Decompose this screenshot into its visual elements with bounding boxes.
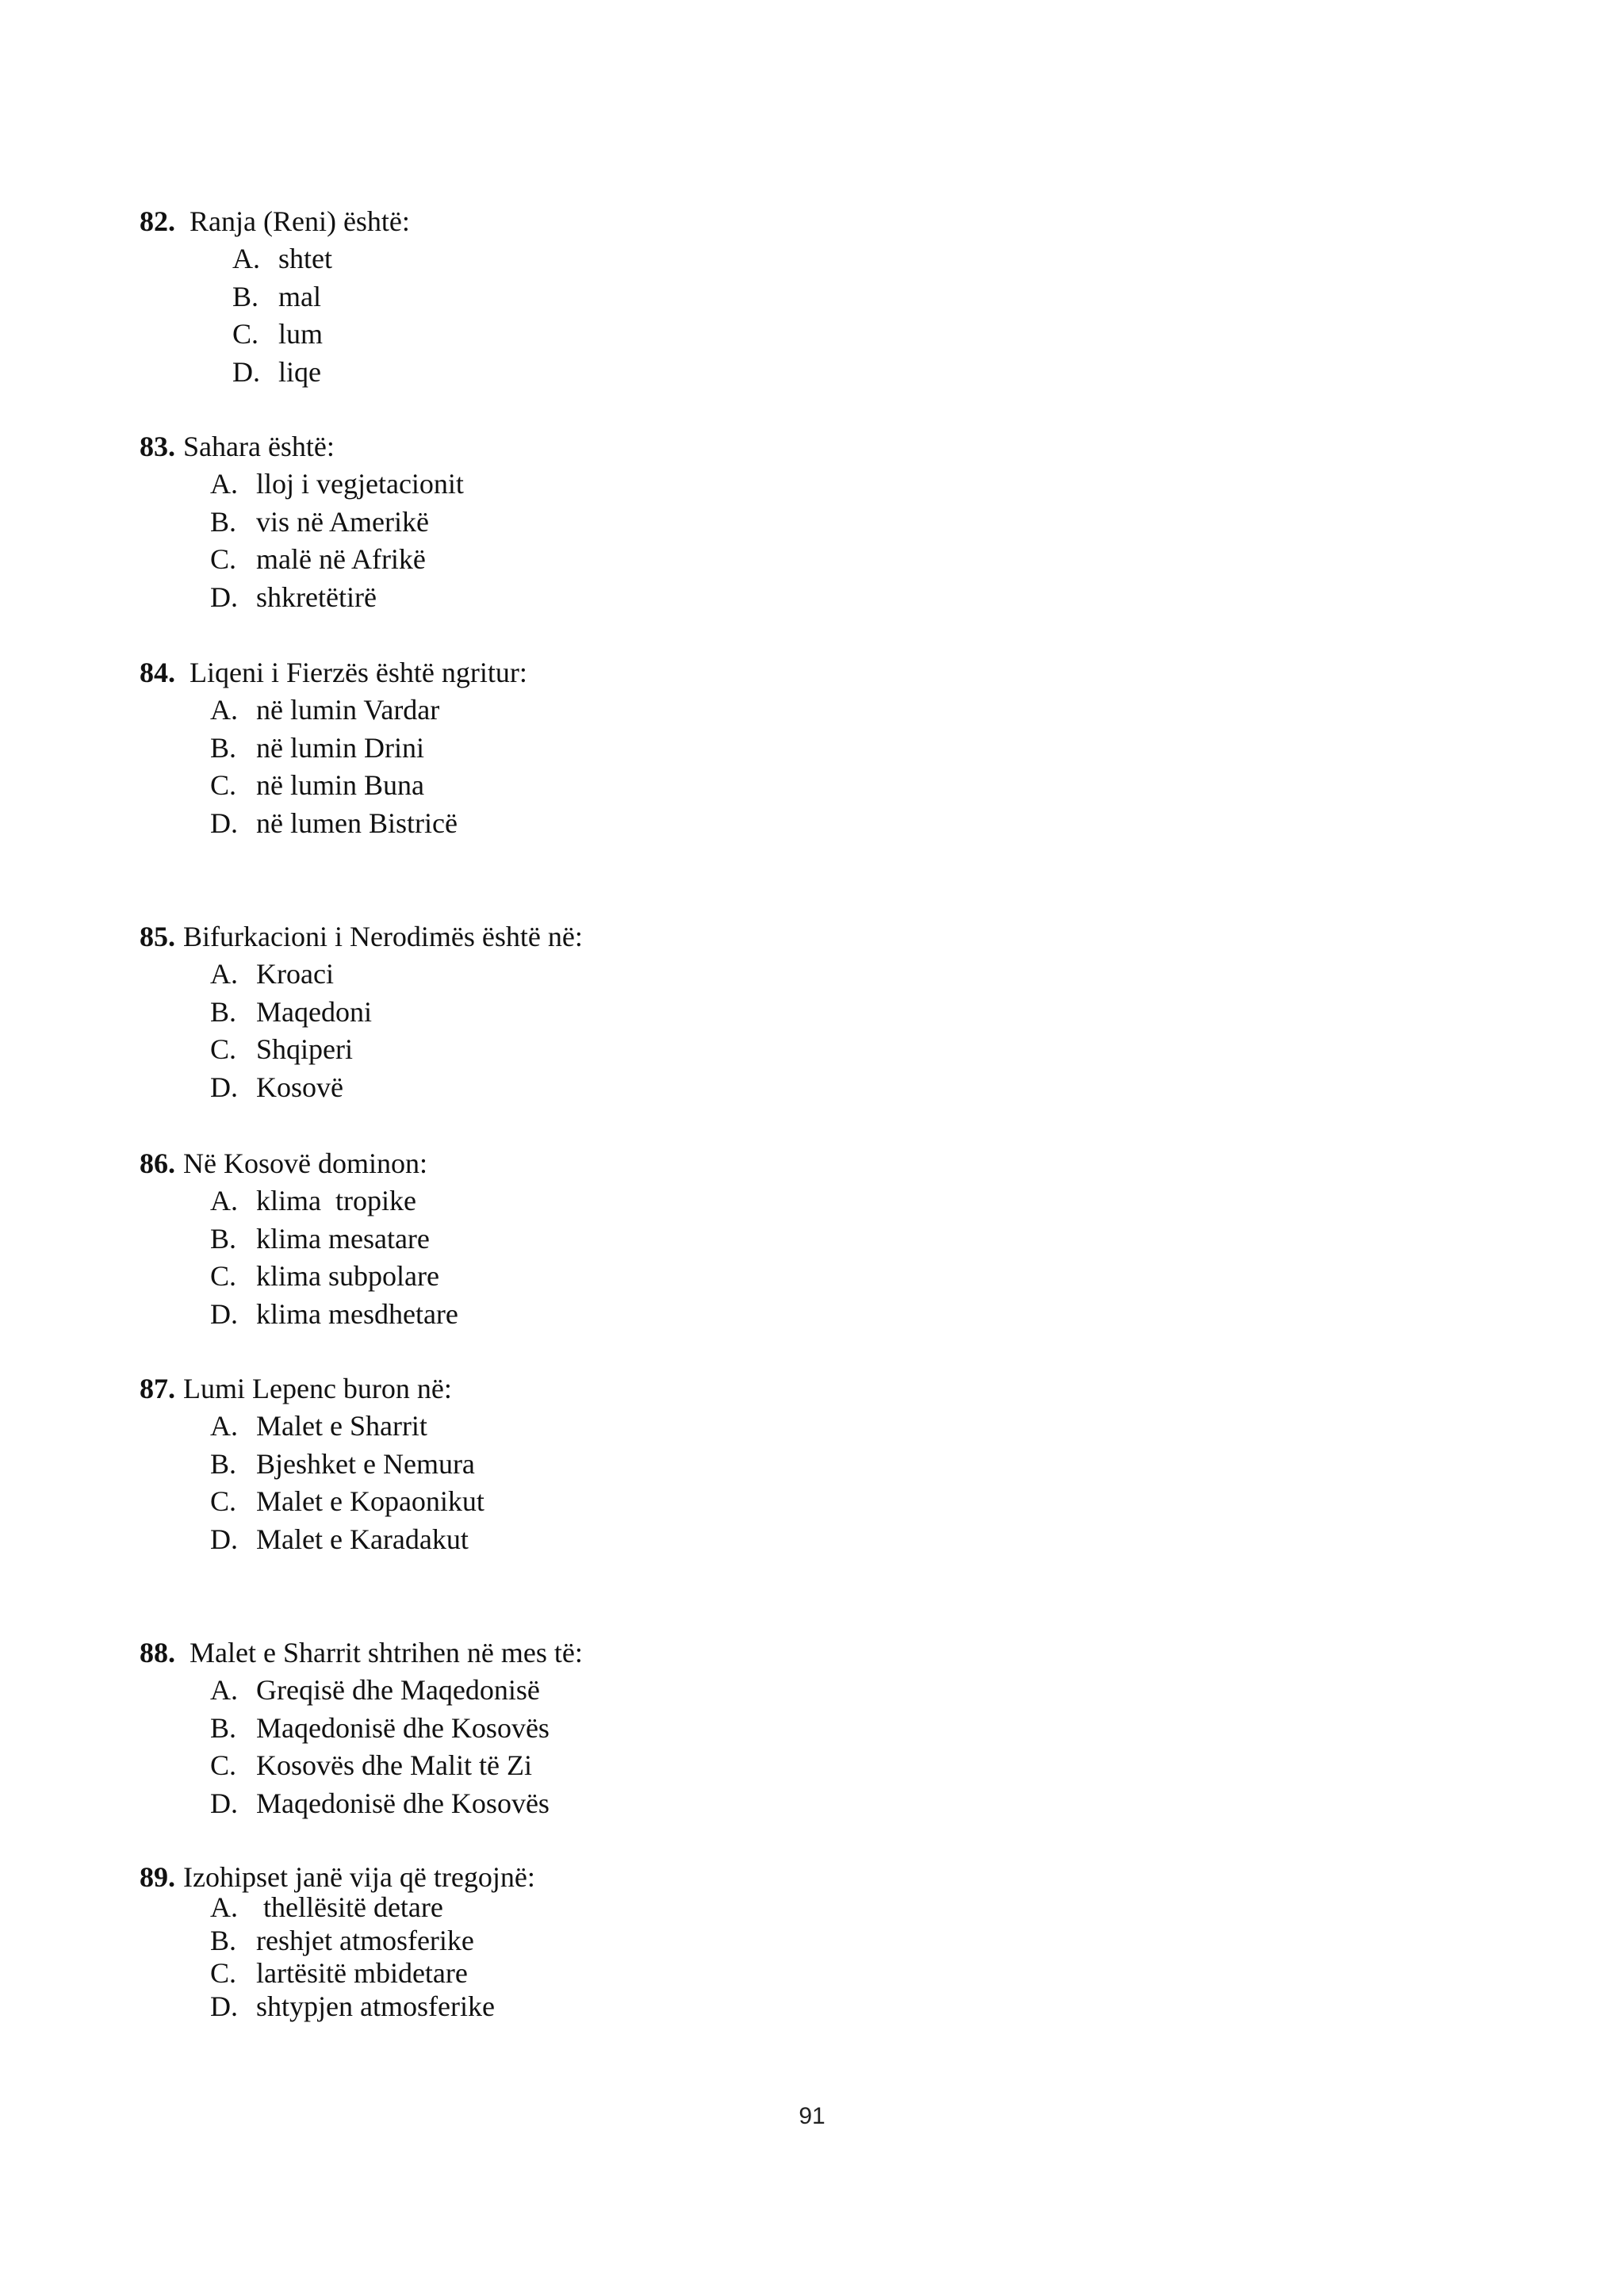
- option-letter: C.: [232, 318, 259, 350]
- option-letter: B.: [210, 1924, 237, 1956]
- question-stem: [140, 427, 1488, 465]
- option-b: [210, 504, 1488, 542]
- question-stem: [140, 1634, 1488, 1672]
- option-text: mal: [278, 280, 321, 312]
- option-letter: D.: [210, 1990, 238, 2022]
- option-d: [210, 805, 1488, 843]
- option-text: shkretëtirë: [256, 580, 377, 613]
- option-a: [232, 240, 1488, 278]
- option-text: në lumin Drini: [256, 731, 424, 764]
- option-letter: C.: [210, 1957, 237, 1989]
- option-letter: B.: [232, 280, 259, 312]
- option-c: [210, 767, 1488, 805]
- option-letter: A.: [210, 468, 238, 500]
- option-text: klima tropike: [256, 1185, 416, 1216]
- question-text: Ranja (Reni) është:: [190, 205, 410, 237]
- option-letter: B.: [210, 1222, 237, 1255]
- option-a: [210, 1182, 1488, 1220]
- question-number: 86.: [140, 1147, 175, 1179]
- page-number: 91: [799, 2103, 825, 2129]
- option-letter: D.: [210, 1523, 238, 1555]
- option-d: [210, 1296, 1488, 1334]
- option-letter: C.: [210, 1485, 237, 1517]
- option-text: shtet: [278, 243, 332, 274]
- options-list: [210, 1408, 1488, 1558]
- option-c: [210, 1258, 1488, 1296]
- option-c: [210, 1747, 1488, 1785]
- question-stem: [140, 918, 1488, 956]
- option-text: Greqisë dhe Maqedonisë: [256, 1674, 540, 1706]
- option-text: reshjet atmosferike: [256, 1924, 474, 1956]
- option-letter: B.: [210, 995, 237, 1028]
- option-text: Maqedoni: [256, 995, 372, 1028]
- option-letter: D.: [232, 355, 260, 388]
- option-text: Shqiperi: [256, 1033, 353, 1065]
- option-a: [210, 692, 1488, 730]
- option-text: Bjeshket e Nemura: [256, 1447, 475, 1480]
- option-letter: A.: [210, 1410, 238, 1442]
- option-c: [210, 1483, 1488, 1521]
- question-text: Malet e Sharrit shtrihen në mes të:: [190, 1637, 583, 1668]
- options-list: [210, 692, 1488, 842]
- question-83: [140, 427, 1488, 616]
- question-number: 83.: [140, 431, 175, 462]
- option-letter: B.: [210, 505, 237, 538]
- option-letter: A.: [210, 1185, 238, 1216]
- question-86: [140, 1144, 1488, 1333]
- question-85: [140, 918, 1488, 1106]
- option-text: klima subpolare: [256, 1260, 439, 1292]
- option-text: Malet e Sharrit: [256, 1410, 427, 1442]
- option-d: [232, 354, 1488, 392]
- option-letter: D.: [210, 1297, 238, 1330]
- options-list: [210, 956, 1488, 1106]
- option-c: [210, 1031, 1488, 1069]
- options-list: [210, 1672, 1488, 1822]
- option-letter: B.: [210, 1447, 237, 1480]
- question-stem: [140, 1858, 1488, 1896]
- option-c: [232, 316, 1488, 354]
- question-stem: [140, 1144, 1488, 1182]
- question-84: [140, 653, 1488, 842]
- option-text: liqe: [278, 355, 321, 388]
- option-text: në lumen Bistricë: [256, 806, 458, 839]
- option-a: [210, 956, 1488, 994]
- option-a: [210, 1408, 1488, 1446]
- question-number: 88.: [140, 1637, 175, 1668]
- option-letter: D.: [210, 1787, 238, 1819]
- option-b: [210, 1446, 1488, 1484]
- option-text: lloj i vegjetacionit: [256, 468, 464, 500]
- option-text: Kosovë: [256, 1071, 343, 1103]
- option-d: [210, 1990, 1488, 2024]
- option-d: [210, 1785, 1488, 1823]
- question-89: [140, 1858, 1488, 2023]
- option-letter: C.: [210, 1749, 237, 1781]
- question-number: 87.: [140, 1373, 175, 1404]
- option-letter: B.: [210, 1711, 237, 1744]
- option-text: Kroaci: [256, 958, 334, 990]
- option-text: vis në Amerikë: [256, 505, 429, 538]
- option-letter: B.: [210, 731, 237, 764]
- option-text: Malet e Kopaonikut: [256, 1485, 485, 1517]
- option-text: Maqedonisë dhe Kosovës: [256, 1787, 550, 1819]
- option-b: [210, 1220, 1488, 1259]
- option-letter: D.: [210, 806, 238, 839]
- option-letter: C.: [210, 543, 237, 575]
- option-letter: D.: [210, 580, 238, 613]
- option-letter: A.: [210, 958, 238, 990]
- option-text: në lumin Buna: [256, 769, 424, 801]
- option-letter: A.: [232, 243, 260, 274]
- options-list: [210, 1891, 1488, 2023]
- option-letter: C.: [210, 769, 237, 801]
- option-b: [210, 1710, 1488, 1748]
- option-text: Malet e Karadakut: [256, 1523, 469, 1555]
- question-text: Lumi Lepenc buron në:: [183, 1373, 452, 1404]
- question-stem: [140, 1370, 1488, 1408]
- question-text: Bifurkacioni i Nerodimës është në:: [183, 921, 583, 952]
- question-88: [140, 1634, 1488, 1822]
- question-number: 89.: [140, 1861, 175, 1893]
- option-letter: A.: [210, 1674, 238, 1706]
- option-letter: D.: [210, 1071, 238, 1103]
- option-text: Maqedonisë dhe Kosovës: [256, 1711, 550, 1744]
- option-a: [210, 1891, 1488, 1925]
- option-text: klima mesatare: [256, 1222, 430, 1255]
- question-text: Në Kosovë dominon:: [183, 1147, 427, 1179]
- option-text: malë në Afrikë: [256, 543, 426, 575]
- option-d: [210, 1069, 1488, 1107]
- question-text: Liqeni i Fierzës është ngritur:: [190, 657, 527, 688]
- question-87: [140, 1370, 1488, 1558]
- option-a: [210, 465, 1488, 504]
- option-d: [210, 1521, 1488, 1559]
- option-text: thellësitë detare: [256, 1891, 443, 1923]
- question-number: 85.: [140, 921, 175, 952]
- option-d: [210, 579, 1488, 617]
- option-b: [210, 730, 1488, 768]
- question-stem: [140, 202, 1488, 240]
- option-letter: C.: [210, 1033, 237, 1065]
- option-text: në lumin Vardar: [256, 694, 440, 726]
- option-text: Kosovës dhe Malit të Zi: [256, 1749, 532, 1781]
- option-b: [210, 1925, 1488, 1958]
- question-text: Sahara është:: [183, 431, 335, 462]
- option-text: lum: [278, 318, 324, 350]
- option-letter: A.: [210, 694, 238, 726]
- option-a: [210, 1672, 1488, 1710]
- question-text: Izohipset janë vija që tregojnë:: [183, 1861, 535, 1893]
- option-text: shtypjen atmosferike: [256, 1990, 495, 2022]
- option-letter: C.: [210, 1260, 237, 1292]
- option-b: [210, 994, 1488, 1032]
- question-stem: [140, 653, 1488, 692]
- option-c: [210, 541, 1488, 579]
- option-c: [210, 1957, 1488, 1990]
- option-letter: A.: [210, 1891, 238, 1923]
- options-list: [210, 465, 1488, 616]
- options-list: [232, 240, 1488, 391]
- question-number: 84.: [140, 657, 175, 688]
- question-82: [140, 202, 1488, 391]
- option-text: lartësitë mbidetare: [256, 1957, 468, 1989]
- question-number: 82.: [140, 205, 175, 237]
- options-list: [210, 1182, 1488, 1333]
- option-b: [232, 278, 1488, 316]
- option-text: klima mesdhetare: [256, 1297, 458, 1330]
